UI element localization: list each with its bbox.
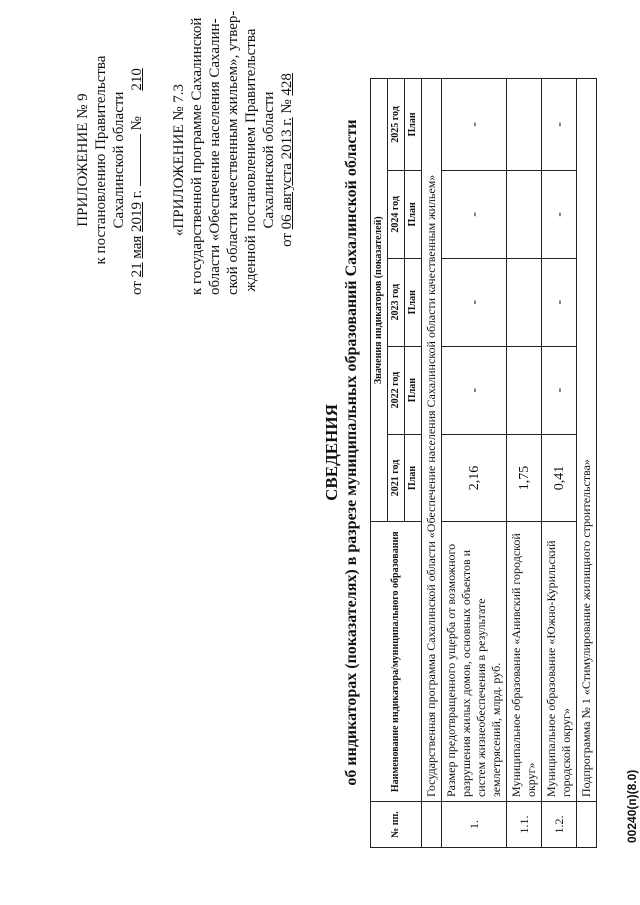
row-value: 0,41 <box>542 434 577 522</box>
row-value: - <box>442 170 507 258</box>
row-name: Муниципальное образование «Анивский городской округ» <box>507 522 542 802</box>
row-value: - <box>542 170 577 258</box>
row-value: - <box>542 346 577 434</box>
row-value: - <box>442 79 507 171</box>
row-num: 1.1. <box>507 802 542 848</box>
appendix-line2: Сахалинской области <box>111 91 127 229</box>
row-num: 1. <box>442 802 507 848</box>
appendix-title: ПРИЛОЖЕНИЕ № 9 <box>75 93 91 227</box>
row-value <box>507 346 542 434</box>
table-row <box>542 79 577 848</box>
plan-header: План <box>405 170 422 258</box>
row-value: - <box>542 79 577 171</box>
row-value <box>507 79 542 171</box>
row-value <box>507 170 542 258</box>
prior-appendix-date-line: от 06 августа 2013 г. № 428 <box>279 73 295 247</box>
row-value: - <box>442 346 507 434</box>
col-group-header: Значения индикаторов (показателей) <box>371 79 388 522</box>
year-header: 2024 год <box>388 170 405 258</box>
row-value: - <box>542 258 577 346</box>
year-header: 2022 год <box>388 346 405 434</box>
row-value: 2,16 <box>442 434 507 522</box>
table-row <box>577 79 597 848</box>
appendix-line1: к постановлению Правительства <box>93 55 109 265</box>
table-row <box>442 79 507 848</box>
prior-appendix-title: «ПРИЛОЖЕНИЕ № 7.3 <box>171 83 187 237</box>
indicators-table <box>370 78 597 848</box>
year-header: 2023 год <box>388 258 405 346</box>
plan-header: План <box>405 434 422 522</box>
document-heading <box>322 0 362 905</box>
section-row-text: Государственная программа Сахалинской области «Обеспечение населения Сахалинской области качественным жильем» <box>422 79 442 802</box>
year-header: 2021 год <box>388 434 405 522</box>
row-value: 1,75 <box>507 434 542 522</box>
table-row <box>507 79 542 848</box>
col-name-header: Наименование индикатора/муниципального образования <box>371 522 422 802</box>
row-value: - <box>442 258 507 346</box>
row-value <box>507 258 542 346</box>
table-row <box>422 79 442 848</box>
section-row-text: Подпрограмма № 1 «Стимулирование жилищного строительства» <box>577 79 597 802</box>
footer-code: 00240(п)(8.0) <box>625 769 639 843</box>
heading-subtitle: об индикаторах (показателях) в разрезе муниципальных образований Сахалинской области <box>343 119 360 786</box>
row-num: 1.2. <box>542 802 577 848</box>
appendix-date-line: от 21 мая 2019 г. № 210 <box>129 68 145 295</box>
prior-appendix-block: «ПРИЛОЖЕНИЕ № 7.3 к государственной программе Сахалинской области «Обеспечение населения Сахалин- ской области качественным жильем», утвер- жденной постановлением Правительства Сахалинской области от 06 августа 2013 г. № 428 <box>171 10 295 295</box>
appendix-block <box>74 25 146 295</box>
row-name: Муниципальное образование «Южно-Курильский городской округ» <box>542 522 577 802</box>
plan-header: План <box>405 346 422 434</box>
heading-title: СВЕДЕНИЯ <box>322 404 341 501</box>
year-header: 2025 год <box>388 79 405 171</box>
plan-header: План <box>405 258 422 346</box>
plan-header: План <box>405 79 422 171</box>
row-name: Размер предотвращенного ущерба от возможного разрушения жилых домов, основных объектов и систем жизнеобеспечения в результате землетрясений, млрд. руб. <box>442 522 507 802</box>
col-num-header: № пп. <box>371 802 422 848</box>
